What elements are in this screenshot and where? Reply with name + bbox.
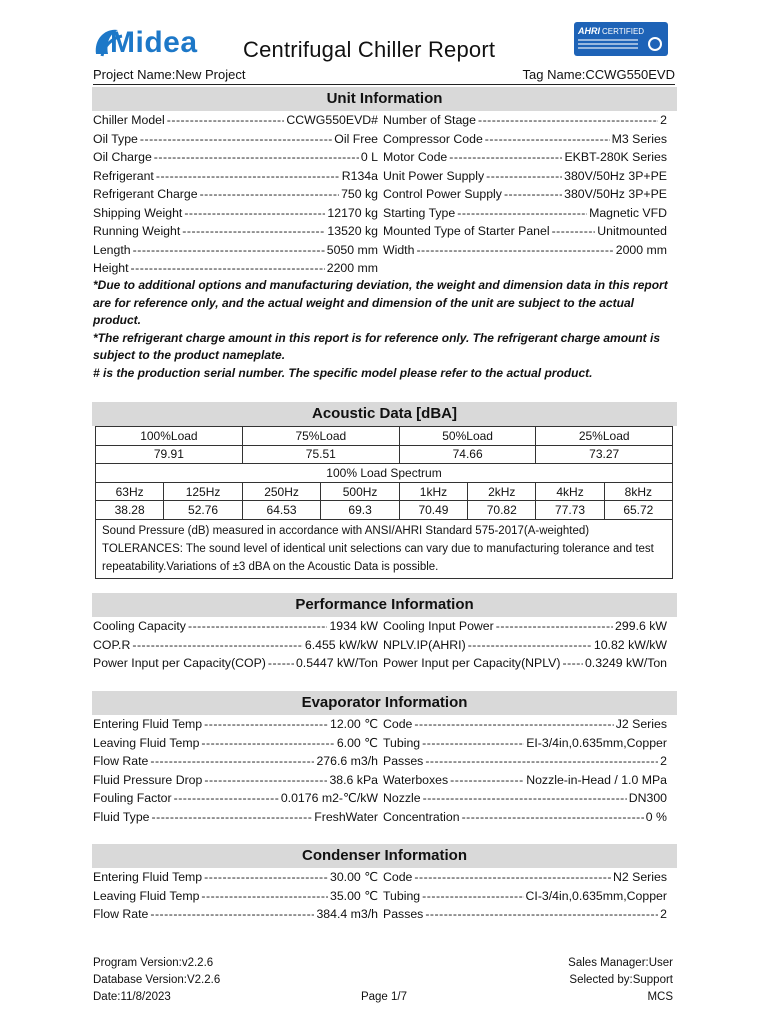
spec-row xyxy=(383,617,667,635)
report-date: Date:11/8/2023 xyxy=(93,991,171,1003)
leader-dots xyxy=(140,132,332,146)
spec-row xyxy=(93,204,378,222)
band-value-row xyxy=(96,501,673,520)
leader-dots xyxy=(150,907,314,921)
spec-row xyxy=(383,185,667,203)
spec-row xyxy=(93,771,378,789)
spec-value: 384.4 m3/h xyxy=(316,907,378,921)
load-value-row xyxy=(96,445,673,464)
spec-label: NPLV.IP(AHRI) xyxy=(383,637,466,652)
spec-value: 380V/50Hz 3P+PE xyxy=(564,187,667,201)
spec-row xyxy=(383,715,667,733)
unit-information-heading: Unit Information xyxy=(92,87,677,111)
spec-value: 10.82 kW/kW xyxy=(593,637,667,652)
spec-row xyxy=(383,905,667,923)
leader-dots xyxy=(485,132,610,146)
company: MCS xyxy=(647,991,673,1003)
acoustic-note-row xyxy=(96,519,673,578)
spec-value: 6.00 ℃ xyxy=(336,735,378,750)
spec-row xyxy=(93,789,378,807)
project-name: Project Name:New Project xyxy=(93,67,246,82)
band-label: 8kHz xyxy=(604,482,672,501)
leader-dots xyxy=(562,656,582,670)
spec-label: Fluid Pressure Drop xyxy=(93,772,203,787)
spec-label: Tubing xyxy=(383,735,421,750)
spec-row xyxy=(93,734,378,752)
leader-dots xyxy=(425,907,658,921)
brand-name: Midea xyxy=(110,26,198,59)
note-refrigerant: *The refrigerant charge amount in this report is for reference only. The refrigerant charge amount is subject to the product nameplate. xyxy=(93,330,661,363)
band-value: 69.3 xyxy=(321,501,400,520)
spec-row xyxy=(93,241,378,259)
leader-dots xyxy=(486,169,562,183)
band-value: 52.76 xyxy=(164,501,243,520)
spec-value: 276.6 m3/h xyxy=(316,754,378,768)
spec-value: 2 xyxy=(660,113,667,127)
spec-value: 2200 mm xyxy=(326,261,378,275)
leader-dots xyxy=(204,773,327,787)
leader-dots xyxy=(504,187,562,201)
spec-row xyxy=(93,130,378,148)
tag-name: Tag Name:CCWG550EVD xyxy=(522,67,675,82)
band-value: 38.28 xyxy=(96,501,164,520)
spec-label: Running Weight xyxy=(93,224,181,238)
spec-row xyxy=(93,167,378,185)
spec-value: 0 L xyxy=(360,150,378,164)
project-row xyxy=(93,67,675,83)
spec-value: 30.00 ℃ xyxy=(330,870,378,884)
leader-dots xyxy=(496,619,613,633)
spec-row xyxy=(383,148,667,166)
spec-label: COP.R xyxy=(93,637,131,652)
spec-value: 2000 mm xyxy=(615,242,667,257)
load-label-row xyxy=(96,427,673,446)
load-label: 75%Load xyxy=(242,427,399,446)
selected-by: Selected by:Support xyxy=(569,974,673,986)
spec-label: Motor Code xyxy=(383,150,448,164)
unit-notes xyxy=(93,277,673,383)
spec-row xyxy=(93,868,378,886)
page-number: Page 1/7 xyxy=(360,991,408,1003)
spec-row xyxy=(383,808,667,826)
spec-value: M3 Series xyxy=(611,131,667,146)
leader-dots xyxy=(478,113,658,127)
spec-row xyxy=(93,617,378,635)
spec-label: Refrigerant xyxy=(93,168,154,183)
spec-row xyxy=(383,752,667,770)
spec-value: 2 xyxy=(660,754,667,768)
ahri-logo-text: AHRI xyxy=(578,26,600,36)
spec-row xyxy=(383,868,667,886)
spec-row xyxy=(383,111,667,129)
note-dimensions: *Due to additional options and manufacturing deviation, the weight and dimension data in this report are for reference only, and the actual weight and dimension of the unit are subject to the actual product. xyxy=(93,278,668,328)
spec-value: 6.455 kW/kW xyxy=(304,637,378,652)
spec-label: Oil Type xyxy=(93,131,138,146)
spec-value: 12.00 ℃ xyxy=(330,717,378,731)
load-label: 100%Load xyxy=(96,427,243,446)
spec-row xyxy=(383,734,667,752)
footer-right xyxy=(568,955,673,1006)
spec-label: Chiller Model xyxy=(93,113,165,127)
spec-label: Fluid Type xyxy=(93,809,150,824)
spec-value: Magnetic VFD xyxy=(589,205,667,220)
spec-value: N2 Series xyxy=(613,870,667,884)
load-value: 73.27 xyxy=(536,445,673,464)
spec-label: Length xyxy=(93,242,131,257)
spec-label: Leaving Fluid Temp xyxy=(93,888,200,903)
spec-row xyxy=(93,111,378,129)
spec-value: Nozzle-in-Head / 1.0 MPa xyxy=(526,772,667,787)
spec-row xyxy=(383,130,667,148)
band-value: 64.53 xyxy=(242,501,321,520)
leader-dots xyxy=(422,736,524,750)
spec-label: Fouling Factor xyxy=(93,791,172,805)
leader-dots xyxy=(425,754,658,768)
spec-row xyxy=(383,654,667,672)
spec-row xyxy=(383,636,667,654)
spec-value: 750 kg xyxy=(341,187,378,201)
leader-dots xyxy=(154,150,359,164)
leader-dots xyxy=(188,619,328,633)
condenser-information-heading: Condenser Information xyxy=(92,844,677,868)
acoustic-table xyxy=(95,426,673,579)
leader-dots xyxy=(423,791,627,805)
spec-row xyxy=(383,222,667,240)
spec-label: Passes xyxy=(383,754,424,768)
leader-dots xyxy=(184,206,325,220)
evaporator-information-heading: Evaporator Information xyxy=(92,691,677,715)
header-divider xyxy=(93,84,675,85)
band-value: 77.73 xyxy=(536,501,604,520)
spec-label: Cooling Input Power xyxy=(383,619,494,633)
note-serial: # is the production serial number. The specific model please refer to the actual product. xyxy=(93,365,593,380)
band-label: 500Hz xyxy=(321,482,400,501)
spec-row xyxy=(93,222,378,240)
spec-label: Flow Rate xyxy=(93,907,149,921)
spectrum-title: 100% Load Spectrum xyxy=(96,464,673,483)
leader-dots xyxy=(201,889,328,903)
leader-dots xyxy=(152,810,313,824)
load-label: 25%Load xyxy=(536,427,673,446)
band-value: 70.49 xyxy=(399,501,467,520)
spec-label: Flow Rate xyxy=(93,754,149,768)
spec-row xyxy=(383,167,667,185)
spec-row xyxy=(93,636,378,654)
leader-dots xyxy=(450,773,524,787)
sales-manager: Sales Manager:User xyxy=(568,957,673,969)
spec-label: Passes xyxy=(383,907,424,921)
spec-value: J2 Series xyxy=(615,717,667,731)
leader-dots xyxy=(414,870,611,884)
spec-row xyxy=(93,887,378,905)
spec-row xyxy=(93,259,378,277)
leader-dots xyxy=(468,638,592,652)
load-value: 79.91 xyxy=(96,445,243,464)
spec-value: 1934 kW xyxy=(329,619,378,633)
band-label-row xyxy=(96,482,673,501)
spec-row xyxy=(383,887,667,905)
load-value: 74.66 xyxy=(399,445,536,464)
leader-dots xyxy=(416,243,613,257)
spec-label: Starting Type xyxy=(383,205,456,220)
spec-label: Width xyxy=(383,242,415,257)
spec-row xyxy=(383,204,667,222)
spec-row xyxy=(93,654,378,672)
spec-value: 35.00 ℃ xyxy=(330,888,378,903)
leader-dots xyxy=(200,187,340,201)
spec-row xyxy=(383,771,667,789)
spec-label: Code xyxy=(383,717,413,731)
program-version: Program Version:v2.2.6 xyxy=(93,957,214,969)
spec-value: 5050 mm xyxy=(326,242,378,257)
ahri-certified-badge xyxy=(574,22,668,56)
leader-dots xyxy=(204,870,328,884)
badge-fine-print xyxy=(578,39,638,51)
spec-label: Waterboxes xyxy=(383,772,449,787)
ahri-certified-text: CERTIFIED xyxy=(602,26,645,36)
leader-dots xyxy=(204,717,328,731)
spec-label: Unit Power Supply xyxy=(383,168,485,183)
spec-value: FreshWater xyxy=(314,809,378,824)
spec-value: 0 % xyxy=(645,809,667,824)
acoustic-note: Sound Pressure (dB) measured in accordance with ANSI/AHRI Standard 575-2017(A-weighted) TOLERANCES: The sound level of identical unit selections can vary due to manufacturing tolerance and test repeatability.Variations of ±3 dBA on the Acoustic Data is possible. xyxy=(96,519,673,578)
leader-dots xyxy=(457,206,587,220)
spec-label: Power Input per Capacity(NPLV) xyxy=(383,656,561,671)
leader-dots xyxy=(268,656,294,670)
spec-value: 0.3249 kW/Ton xyxy=(584,656,667,671)
band-label: 4kHz xyxy=(536,482,604,501)
band-value: 70.82 xyxy=(468,501,536,520)
spec-value: 380V/50Hz 3P+PE xyxy=(564,168,667,183)
spec-value: CI-3/4in,0.635mm,Copper xyxy=(525,888,667,903)
spectrum-title-row xyxy=(96,464,673,483)
leader-dots xyxy=(133,243,325,257)
leader-dots xyxy=(462,810,644,824)
leader-dots xyxy=(174,791,279,805)
spec-label: Height xyxy=(93,261,129,275)
spec-value: CCWG550EVD# xyxy=(286,113,378,127)
leader-dots xyxy=(132,638,303,652)
leader-dots xyxy=(449,150,562,164)
spec-value: 0.0176 m2-℃/kW xyxy=(280,791,378,805)
spec-row xyxy=(383,789,667,807)
spec-value: 2 xyxy=(660,907,667,921)
band-label: 250Hz xyxy=(242,482,321,501)
spec-label: Code xyxy=(383,870,413,884)
spec-label: Shipping Weight xyxy=(93,205,183,220)
spec-label: Refrigerant Charge xyxy=(93,187,198,201)
spec-value: 299.6 kW xyxy=(615,619,667,633)
badge-ring-icon xyxy=(648,37,662,51)
spec-label: Leaving Fluid Temp xyxy=(93,735,200,750)
spec-label: Control Power Supply xyxy=(383,187,502,201)
spec-row xyxy=(93,752,378,770)
spec-row xyxy=(93,715,378,733)
spec-value: EI-3/4in,0.635mm,Copper xyxy=(526,735,667,750)
spec-value: 0.5447 kW/Ton xyxy=(295,656,378,671)
spec-value: R134a xyxy=(341,168,378,183)
spec-label: Oil Charge xyxy=(93,150,152,164)
load-label: 50%Load xyxy=(399,427,536,446)
leader-dots xyxy=(422,889,523,903)
spec-label: Compressor Code xyxy=(383,131,483,146)
spec-label: Number of Stage xyxy=(383,113,476,127)
spec-row xyxy=(93,808,378,826)
spec-row xyxy=(93,905,378,923)
spec-row xyxy=(93,148,378,166)
spec-value: 12170 kg xyxy=(327,205,378,220)
spec-value: EKBT-280K Series xyxy=(564,150,667,164)
spec-value: Oil Free xyxy=(334,131,378,146)
band-label: 1kHz xyxy=(399,482,467,501)
leader-dots xyxy=(150,754,314,768)
spec-label: Cooling Capacity xyxy=(93,619,186,633)
load-value: 75.51 xyxy=(242,445,399,464)
leader-dots xyxy=(201,736,334,750)
spec-label: Power Input per Capacity(COP) xyxy=(93,656,266,671)
spec-label: Tubing xyxy=(383,888,421,903)
spec-label: Entering Fluid Temp xyxy=(93,870,203,884)
spec-value: 38.6 kPa xyxy=(329,772,378,787)
leader-dots xyxy=(552,224,596,238)
footer-left xyxy=(93,955,220,1006)
leader-dots xyxy=(167,113,285,127)
band-value: 65.72 xyxy=(604,501,672,520)
leader-dots xyxy=(156,169,340,183)
spec-value: 13520 kg xyxy=(327,224,378,238)
leader-dots xyxy=(131,261,325,275)
band-label: 125Hz xyxy=(164,482,243,501)
report-title: Centrifugal Chiller Report xyxy=(243,37,496,62)
spec-value: DN300 xyxy=(628,791,667,805)
performance-information-heading: Performance Information xyxy=(92,593,677,617)
spec-label: Concentration xyxy=(383,809,460,824)
database-version: Database Version:V2.2.6 xyxy=(93,974,221,986)
band-label: 63Hz xyxy=(96,482,164,501)
leader-dots xyxy=(182,224,325,238)
spec-row xyxy=(93,185,378,203)
band-label: 2kHz xyxy=(468,482,536,501)
spec-label: Nozzle xyxy=(383,791,421,805)
leader-dots xyxy=(414,717,613,731)
spec-label: Entering Fluid Temp xyxy=(93,717,203,731)
spec-row xyxy=(383,241,667,259)
acoustic-data-heading: Acoustic Data [dBA] xyxy=(92,402,677,426)
spec-value: Unitmounted xyxy=(597,224,667,238)
spec-label: Mounted Type of Starter Panel xyxy=(383,224,550,238)
